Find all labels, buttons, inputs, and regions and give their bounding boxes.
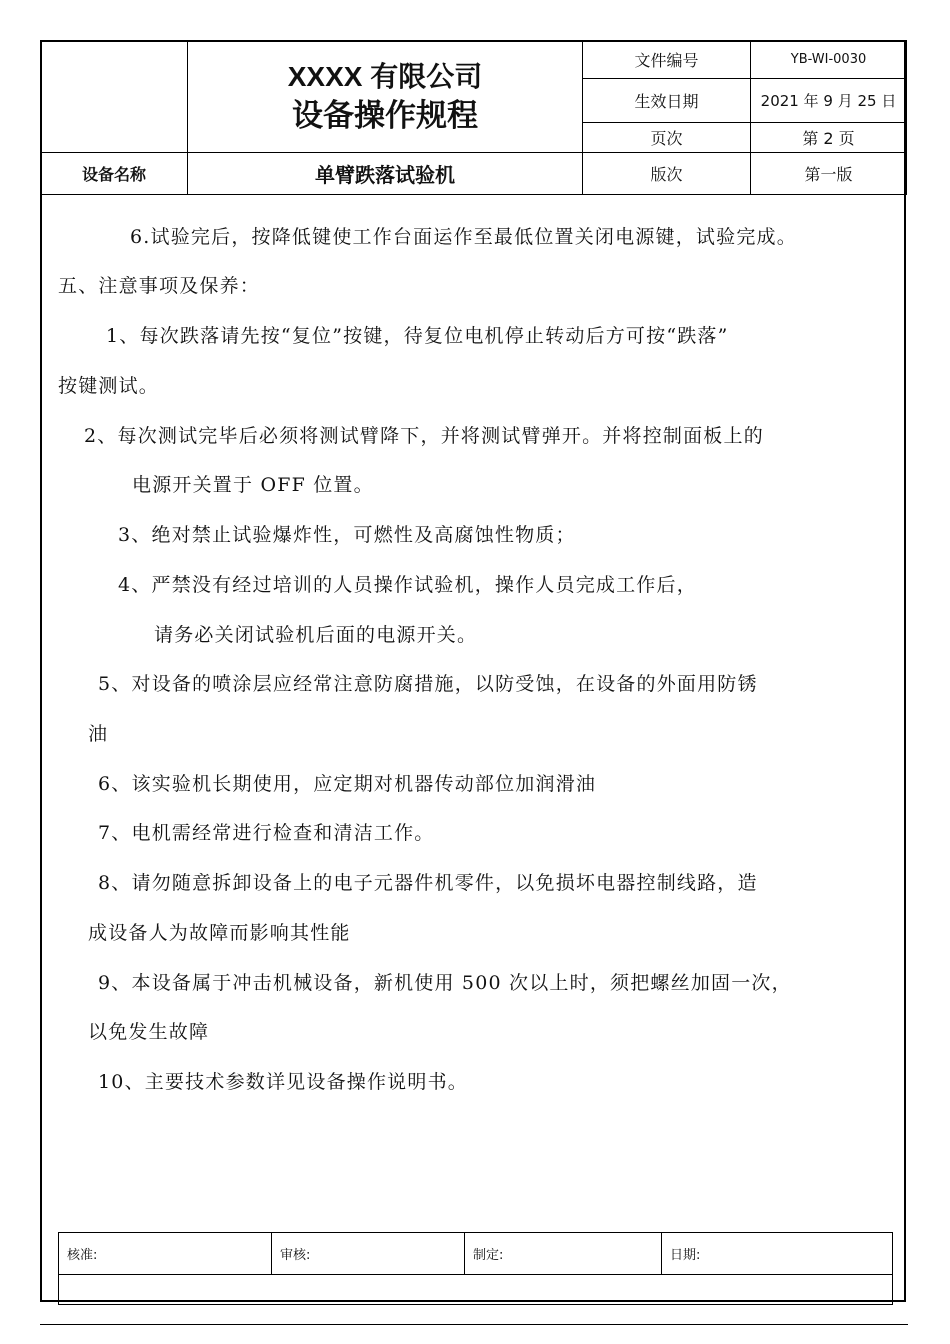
section-heading: 五、注意事项及保养： bbox=[58, 275, 261, 297]
prepare-field: 制定: bbox=[465, 1233, 662, 1275]
note-9-line: 9、本设备属于冲击机械设备，新机使用 500 次以上时，须把螺丝加固一次， bbox=[98, 972, 792, 994]
note-10-line: 10、主要技术参数详见设备操作说明书。 bbox=[98, 1071, 468, 1093]
version-label: 版次 bbox=[583, 153, 751, 195]
company-name: XXXX 有限公司 bbox=[287, 60, 483, 92]
note-4-cont: 请务必关闭试验机后面的电源开关。 bbox=[154, 624, 478, 646]
document-title: 设备操作规程 bbox=[292, 97, 478, 134]
page-value: 第 2 页 bbox=[751, 123, 907, 153]
page-label: 页次 bbox=[583, 123, 751, 153]
note-5-cont: 油 bbox=[88, 723, 109, 745]
file-no-label: 文件编号 bbox=[583, 41, 751, 79]
note-3-line: 3、绝对禁止试验爆炸性，可燃性及高腐蚀性物质； bbox=[118, 524, 576, 546]
review-field: 审核: bbox=[272, 1233, 465, 1275]
note-1-line: 1、每次跌落请先按“复位”按键，待复位电机停止转动后方可按“跌落” bbox=[106, 325, 729, 347]
date-field: 日期: bbox=[662, 1233, 893, 1275]
equipment-name-value: 单臂跌落试验机 bbox=[188, 153, 583, 195]
signoff-blank-row bbox=[59, 1275, 893, 1305]
effective-date-label: 生效日期 bbox=[583, 79, 751, 123]
note-6-line: 6、该实验机长期使用，应定期对机器传动部位加润滑油 bbox=[98, 773, 597, 795]
note-2-cont: 电源开关置于 OFF 位置。 bbox=[132, 474, 374, 496]
note-8-cont: 成设备人为故障而影响其性能 bbox=[88, 922, 351, 944]
effective-date-value: 2021 年 9 月 25 日 bbox=[751, 79, 907, 123]
note-5-line: 5、对设备的喷涂层应经常注意防腐措施，以防受蚀，在设备的外面用防锈 bbox=[98, 673, 758, 695]
note-8-line: 8、请勿随意拆卸设备上的电子元器件机零件，以免损坏电器控制线路，造 bbox=[98, 872, 758, 894]
version-value: 第一版 bbox=[751, 153, 907, 195]
equipment-name-label: 设备名称 bbox=[41, 153, 188, 195]
step-6-line: 6.试验完后，按降低键使工作台面运作至最低位置关闭电源键，试验完成。 bbox=[130, 226, 797, 248]
approve-field: 核准: bbox=[59, 1233, 272, 1275]
bottom-rule bbox=[40, 1324, 908, 1325]
note-7-line: 7、电机需经常进行检查和清洁工作。 bbox=[98, 822, 435, 844]
file-no-value: YB-WI-0030 bbox=[751, 41, 907, 79]
note-1-cont: 按键测试。 bbox=[58, 375, 160, 397]
signoff-table bbox=[58, 1232, 893, 1305]
note-9-cont: 以免发生故障 bbox=[88, 1021, 210, 1043]
note-2-line: 2、每次测试完毕后必须将测试臂降下，并将测试臂弹开。并将控制面板上的 bbox=[84, 425, 764, 447]
note-4-line: 4、严禁没有经过培训的人员操作试验机，操作人员完成工作后， bbox=[118, 574, 697, 596]
